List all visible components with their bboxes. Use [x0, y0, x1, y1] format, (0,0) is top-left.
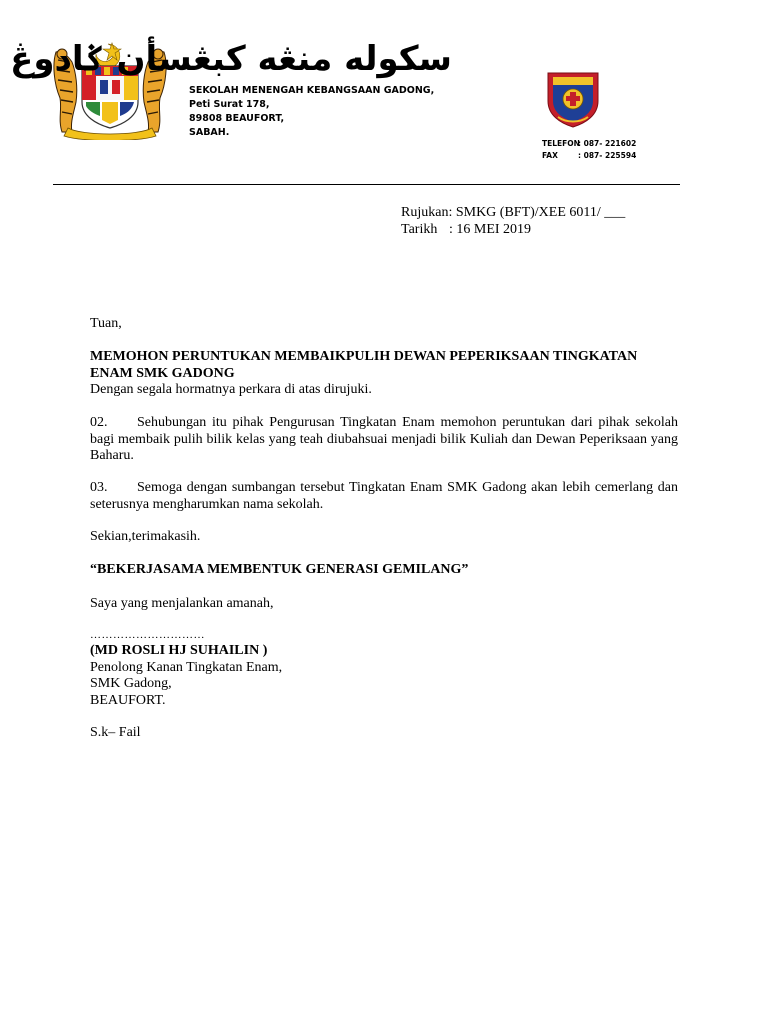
subject-line: MEMOHON PERUNTUKAN MEMBAIKPULIH DEWAN PEPERIKSAAN TINGKATAN	[90, 349, 638, 364]
address-line: SEKOLAH MENENGAH KEBANGSAAN GADONG,	[189, 85, 435, 96]
subject	[90, 349, 678, 382]
reference-block	[401, 204, 625, 238]
signatory-place: BEAUFORT.	[90, 692, 166, 708]
tarikh-value: : 16 MEI 2019	[449, 222, 532, 237]
header-divider	[53, 184, 680, 185]
fax-row	[542, 150, 636, 162]
school-badge-logo	[544, 67, 602, 129]
paragraph-03	[90, 480, 678, 513]
paragraph-number: 02.	[90, 415, 108, 430]
cc-line: S.k– Fail	[90, 725, 141, 740]
rujukan: Rujukan: SMKG (BFT)/XEE 6011/ ___	[401, 205, 626, 220]
telefon-label: TELEFON	[542, 139, 580, 148]
telefon-value: : 087- 221602	[578, 139, 637, 148]
paragraph-text: Sehubungan itu pihak Pengurusan Tingkatan Enam memohon peruntukan dari pihak sekolah bagi membaik pulih bilik kelas yang teah diubahsuai menjadi bilik Kuliah dan Dewan Peperiksaan yang Baharu.	[90, 415, 678, 463]
fax-value: : 087- 225594	[578, 151, 637, 160]
tarikh-row	[401, 221, 625, 238]
salutation: Tuan,	[90, 316, 122, 331]
signatory-name: (MD ROSLI HJ SUHAILIN )	[90, 643, 268, 658]
subject-line: ENAM SMK GADONG	[90, 365, 235, 381]
tarikh-label: Tarikh	[401, 222, 438, 237]
address-line: SABAH.	[189, 127, 230, 138]
signatory-title: Penolong Kanan Tingkatan Enam,	[90, 659, 283, 675]
contact-info	[542, 138, 636, 162]
address-line: Peti Surat 178,	[189, 99, 270, 110]
telefon-row	[542, 138, 636, 150]
opening-line: Dengan segala hormatnya perkara di atas dirujuki.	[90, 382, 372, 397]
signatory-block	[90, 643, 678, 709]
motto: “BEKERJASAMA MEMBENTUK GENERASI GEMILANG”	[90, 562, 469, 577]
fax-label: FAX	[542, 151, 558, 160]
closing: Sekian,terimakasih.	[90, 529, 201, 544]
school-address	[189, 84, 434, 140]
address-line: 89808 BEAUFORT,	[189, 113, 285, 124]
paragraph-number: 03.	[90, 480, 108, 495]
paragraph-02	[90, 415, 678, 465]
school-name-jawi: سکوله منڠه کبڠسأن ݢادوڠ	[10, 39, 452, 79]
signatory-org: SMK Gadong,	[90, 676, 172, 691]
signoff: Saya yang menjalankan amanah,	[90, 596, 274, 611]
signature-line: …………………………	[90, 629, 205, 641]
paragraph-text: Semoga dengan sumbangan tersebut Tingkatan Enam SMK Gadong akan lebih cemerlang dan seterusnya mengharumkan nama sekolah.	[90, 480, 678, 512]
